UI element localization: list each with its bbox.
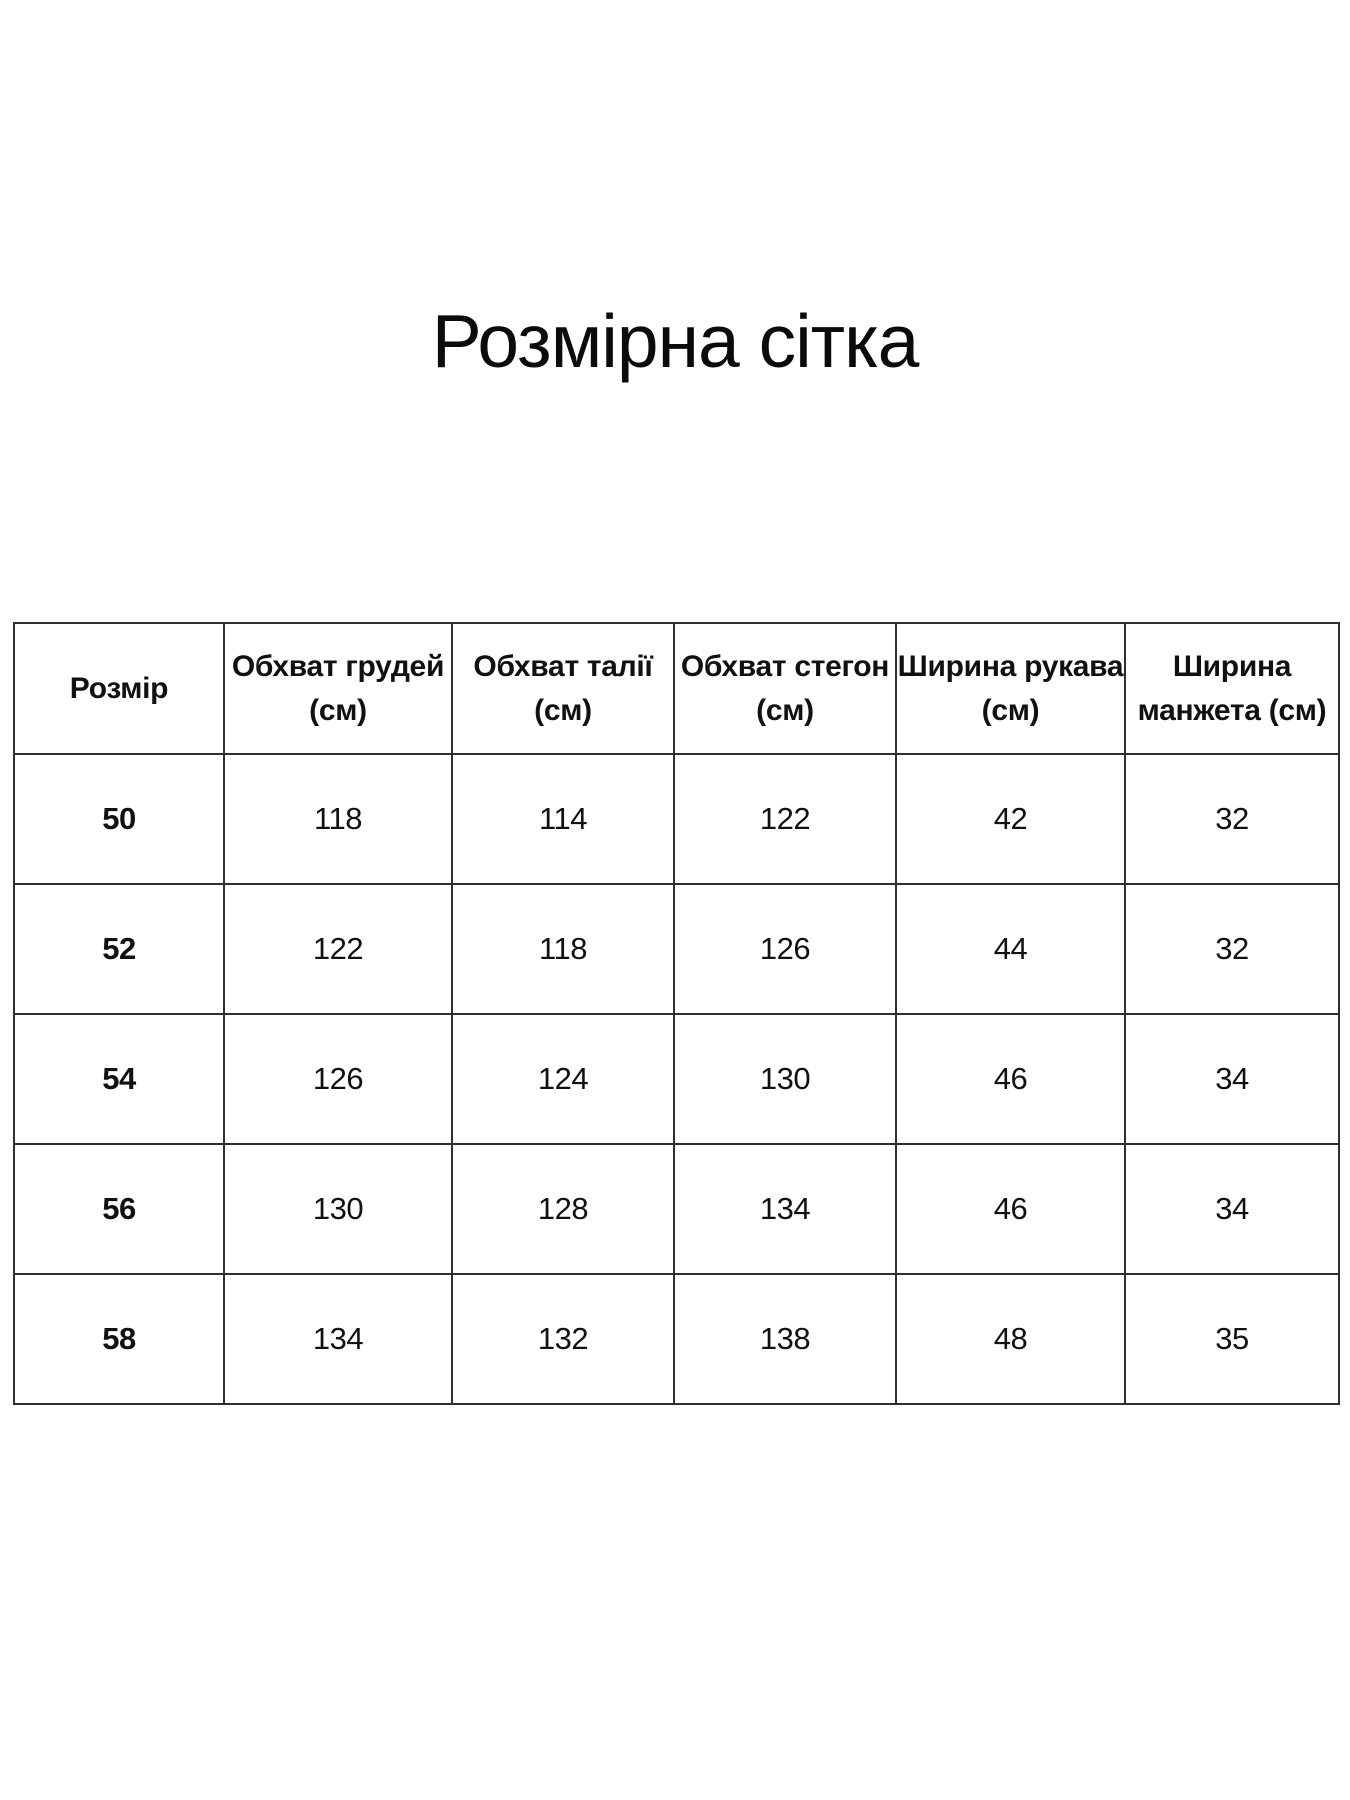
table-header-row	[14, 623, 1339, 754]
cell-chest: 126	[224, 1014, 452, 1144]
table-row	[14, 1274, 1339, 1404]
cell-hips: 126	[674, 884, 896, 1014]
cell-hips: 138	[674, 1274, 896, 1404]
cell-size: 54	[14, 1014, 224, 1144]
cell-sleeve: 46	[896, 1014, 1125, 1144]
header-cell-hips	[674, 623, 896, 754]
cell-cuff: 34	[1125, 1144, 1339, 1274]
cell-waist: 132	[452, 1274, 674, 1404]
cell-size: 52	[14, 884, 224, 1014]
cell-waist: 114	[452, 754, 674, 884]
cell-hips: 134	[674, 1144, 896, 1274]
header-cell-size	[14, 623, 224, 754]
table-row	[14, 754, 1339, 884]
cell-cuff: 34	[1125, 1014, 1339, 1144]
header-cell-waist	[452, 623, 674, 754]
cell-hips: 130	[674, 1014, 896, 1144]
header-line: Обхват талії	[473, 649, 653, 683]
header-cell-sleeve	[896, 623, 1125, 754]
cell-sleeve: 42	[896, 754, 1125, 884]
header-line: (см)	[981, 693, 1040, 727]
cell-chest: 118	[224, 754, 452, 884]
table-row	[14, 1144, 1339, 1274]
cell-chest: 134	[224, 1274, 452, 1404]
table-row	[14, 1014, 1339, 1144]
cell-sleeve: 48	[896, 1274, 1125, 1404]
cell-chest: 122	[224, 884, 452, 1014]
header-cell-chest	[224, 623, 452, 754]
cell-chest: 130	[224, 1144, 452, 1274]
header-line: Ширина рукава	[897, 649, 1124, 683]
cell-size: 56	[14, 1144, 224, 1274]
header-line: Обхват грудей	[231, 649, 445, 683]
cell-hips: 122	[674, 754, 896, 884]
header-line: (см)	[534, 693, 592, 727]
page-title: Розмірна сітка	[431, 299, 919, 384]
cell-waist: 128	[452, 1144, 674, 1274]
header-line: Ширина	[1172, 649, 1292, 683]
header-line: манжета (см)	[1137, 693, 1327, 727]
header-line: (см)	[309, 693, 367, 727]
cell-sleeve: 46	[896, 1144, 1125, 1274]
cell-size: 58	[14, 1274, 224, 1404]
header-line: (см)	[756, 693, 814, 727]
cell-waist: 118	[452, 884, 674, 1014]
cell-waist: 124	[452, 1014, 674, 1144]
header-cell-cuff	[1125, 623, 1339, 754]
header-line: Обхват стегон	[680, 649, 890, 683]
table-row	[14, 884, 1339, 1014]
cell-cuff: 32	[1125, 754, 1339, 884]
cell-cuff: 32	[1125, 884, 1339, 1014]
cell-size: 50	[14, 754, 224, 884]
cell-sleeve: 44	[896, 884, 1125, 1014]
cell-cuff: 35	[1125, 1274, 1339, 1404]
header-line: Розмір	[69, 671, 169, 705]
size-chart-table	[13, 622, 1340, 1405]
